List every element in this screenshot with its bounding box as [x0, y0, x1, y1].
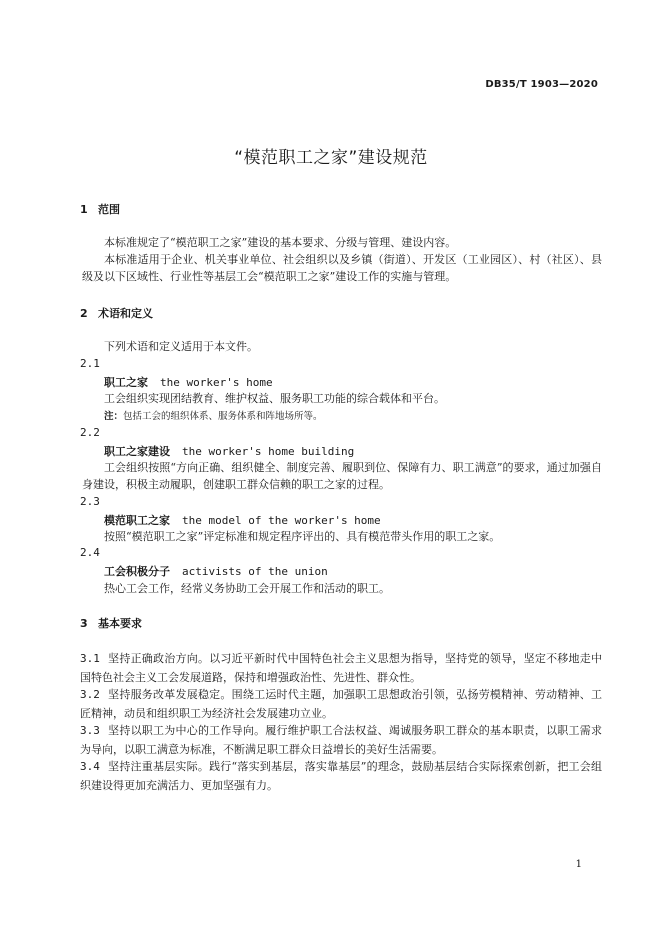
note-label: 注： [104, 411, 124, 422]
term-definition: 按照“模范职工之家”评定标准和规定程序评出的、具有模范带头作用的职工之家。 [104, 530, 501, 543]
section-2-title: 术语和定义 [98, 307, 153, 320]
document-id: DB35/T 1903—2020 [485, 79, 598, 90]
requirement-number: 3.1 [80, 652, 100, 665]
requirement-text: 坚持正确政治方向。以习近平新时代中国特色社会主义思想为指导，坚持党的领导，坚定不移地走中国特色社会主义工会发展道路，保持和增强政治性、先进性、群众性。 [80, 652, 602, 684]
note-text: 包括工会的组织体系、服务体系和阵地场所等。 [123, 411, 323, 422]
requirement-text: 坚持以职工为中心的工作导向。履行维护职工合法权益、竭诚服务职工群众的基本职责，以职工需求为导向，以职工满意为标准，不断满足职工群众日益增长的美好生活需要。 [80, 724, 602, 756]
requirement-item [80, 685, 602, 723]
term-heading [104, 563, 328, 579]
section-2-number: 2 [80, 307, 88, 320]
requirement-item [80, 757, 602, 795]
term-heading [104, 512, 381, 528]
requirement-number: 3.3 [80, 724, 100, 737]
section-3-title: 基本要求 [98, 617, 142, 630]
clause-number: 2.2 [80, 426, 100, 439]
term-chinese: 职工之家 [104, 376, 148, 389]
requirement-text: 坚持服务改革发展稳定。围绕工运时代主题，加强职工思想政治引领，弘扬劳模精神、劳动精神、工匠精神，动员和组织职工为经济社会发展建功立业。 [80, 688, 602, 720]
term-english: the worker's home building [182, 445, 355, 458]
section-1-heading [80, 201, 120, 217]
section-1-paragraph-2: 本标准适用于企业、机关事业单位、社会组织以及乡镇（街道）、开发区（工业园区）、村（社区）、县级及以下区域性、行业性等基层工会“模范职工之家”建设工作的实施与管理。 [82, 253, 602, 283]
requirement-text: 坚持注重基层实际。践行“落实到基层，落实靠基层”的理念，鼓励基层结合实际探索创新，把工会组织建设得更加充满活力、更加坚强有力。 [80, 760, 602, 792]
clause-number: 2.3 [80, 495, 100, 508]
term-chinese: 工会积极分子 [104, 565, 170, 578]
section-3-number: 3 [80, 617, 88, 630]
term-english: activists of the union [182, 565, 328, 578]
section-3-heading [80, 615, 142, 631]
clause-number: 2.1 [80, 357, 100, 370]
section-1-paragraph-1: 本标准规定了“模范职工之家”建设的基本要求、分级与管理、建设内容。 [104, 236, 457, 249]
term-definition: 工会组织实现团结教育、维护权益、服务职工功能的综合载体和平台。 [104, 392, 445, 405]
requirement-item [80, 721, 602, 759]
clause-number: 2.4 [80, 546, 100, 559]
term-chinese: 职工之家建设 [104, 445, 170, 458]
section-1-title: 范围 [98, 203, 120, 216]
term-note [104, 408, 323, 422]
section-2-heading [80, 305, 153, 321]
requirement-number: 3.4 [80, 760, 100, 773]
term-heading [104, 443, 354, 459]
section-2-intro: 下列术语和定义适用于本文件。 [104, 340, 258, 353]
requirement-item [80, 649, 602, 687]
term-heading [104, 374, 273, 390]
document-title: “模范职工之家”建设规范 [234, 148, 428, 168]
term-definition: 热心工会工作，经常义务协助工会开展工作和活动的职工。 [104, 582, 390, 595]
term-english: the worker's home [160, 376, 273, 389]
page-number: 1 [575, 859, 582, 870]
term-definition: 工会组织按照“方向正确、组织健全、制度完善、履职到位、保障有力、职工满意”的要求，通过加强自身建设，积极主动履职，创建职工群众信赖的职工之家的过程。 [82, 461, 602, 491]
requirement-number: 3.2 [80, 688, 100, 701]
section-1-number: 1 [80, 203, 88, 216]
term-english: the model of the worker's home [182, 514, 381, 527]
term-chinese: 模范职工之家 [104, 514, 170, 527]
